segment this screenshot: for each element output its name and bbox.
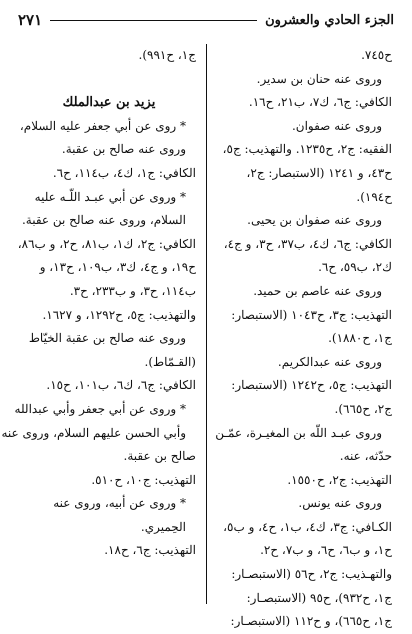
left-column-line: صالح بن عقبة.	[123, 449, 196, 464]
right-column-line: وروى عبـد اللّه بن المغيـرة، عمّـن	[215, 425, 382, 440]
right-column-line: ح٧٤٥.	[361, 48, 392, 62]
right-column-line: ك٢، ب٥٩، ح٦.	[318, 260, 392, 275]
right-column-line: الكافي: ج٦، ك٧، ب٢١، ح١٦.	[248, 95, 392, 110]
header-rule	[50, 20, 257, 21]
page-number: ٢٧١	[18, 11, 43, 29]
right-column-line: ج١، ح٩٣٢)، ح٩٥ (الاستبصـار:	[246, 590, 392, 605]
left-column-line: * روى عن أبي جعفر عليه السلام،	[19, 118, 186, 133]
right-column-line: حدّثه، عنه.	[339, 449, 392, 464]
right-column-line: الكافي: ج٦، ك٤، ب٣٧، ح٣، و ج٤،	[223, 236, 392, 251]
left-column-line: وأبي الحسن عليهم السلام، وروى عنه	[1, 425, 186, 440]
right-column-line: ج١، ح١٨٨٠).	[328, 331, 392, 346]
left-column-line: التهذيب: ج٦، ح١٨.	[104, 543, 196, 558]
left-column-line: وروى عنه صالح بن عقبة.	[61, 142, 186, 157]
left-column-line: ج١، ح٩٩١).	[138, 48, 196, 62]
right-column-line: ج١، ح٦٦٥)، و ح١١٢ (الاستبصـار:	[230, 614, 392, 629]
left-column-line: التهذيب: ج١٠، ح٥١٠.	[91, 472, 196, 487]
left-column-line: الكافي: ج٢، ك١، ب٨١، ح٢، و ب٨٦،	[17, 236, 196, 251]
right-column-line: وروى عنه صفوان.	[291, 118, 382, 133]
right-column-line: وروى عنه عاصم بن حميد.	[253, 283, 382, 298]
right-column-line: وروى عنه يونس.	[298, 496, 382, 511]
left-column-line: (القـمّاط).	[144, 354, 196, 369]
right-column-line: وروى عنه صفوان بن يحيى.	[247, 213, 382, 228]
right-column-line: التهذيب: ج٥، ح١٢٤٢ (الاستبصار:	[231, 378, 392, 393]
left-column-line: الكافي: ج١، ك٤، ب١١٤، ح٦.	[52, 165, 196, 180]
right-column-line: ح٤٣، و ١٢٤١ (الاستبصار: ج٢،	[246, 165, 392, 180]
page-header	[18, 8, 394, 32]
left-column-line	[22, 68, 196, 92]
left-column-line: وروى عنه صالح بن عقبة الخيّاط	[28, 331, 186, 346]
left-column-line: والتهذيب: ج٥، ح١٢٩٢، و ١٦٢٧.	[42, 307, 196, 322]
left-column-line: يزيد بن عبدالملك	[62, 95, 156, 111]
right-column-line: الفقيه: ج٢، ح١٢٣٥. والتهذيب: ج٥،	[222, 142, 392, 157]
left-column-line: * وروى عن أبي عبـد اللّـه عليه	[34, 189, 186, 204]
right-column-line: التهذيب: ج٣، ح١٠٤٣ (الاستبصار:	[231, 307, 392, 322]
left-column-line: السلام، وروى عنه صالح بن عقبة.	[21, 213, 186, 228]
right-column-line: ج٢، ح٦٦٥).	[334, 401, 392, 416]
right-column-line: والتهـذيب: ج٢، ح٥٦ (الاستبصـار:	[231, 567, 392, 582]
left-column-line: ح١٩، و ج٤، ك٣، ب١٠٩، ح١٣، و	[39, 260, 196, 275]
running-title: الجزء الحادي والعشرون	[265, 12, 394, 28]
right-column-line: ح١، و ب٦، ح٦، و ب٧، ح٢.	[260, 543, 392, 558]
left-column-line: الكافي: ج٦، ك٦، ب١٠١، ح١٥.	[46, 378, 196, 393]
right-column-line: وروى عنه عبدالكريم.	[277, 354, 382, 369]
left-column	[1, 44, 206, 604]
left-column-line: * وروى عن أبي جعفر وأبي عبدالله	[14, 401, 186, 416]
right-column-line: ح١٩٤).	[356, 189, 392, 204]
right-column-line: التهذيب: ج٢، ح١٥٥٠.	[287, 472, 392, 487]
right-column-line: وروى عنه حنان بن سدير.	[256, 71, 382, 86]
left-column-line: * وروى عن أبيه، وروى عنه	[53, 496, 186, 511]
right-column	[206, 44, 398, 629]
left-column-line: الحِميري.	[140, 519, 186, 534]
two-column-body	[1, 44, 398, 629]
right-column-line: الكـافي: ج٣، ك٤، ب١، ح٤، و ب٥،	[223, 519, 392, 534]
left-column-line: ب١١٤، ح٣، و ب٢٣٣، ح٣.	[69, 283, 196, 298]
